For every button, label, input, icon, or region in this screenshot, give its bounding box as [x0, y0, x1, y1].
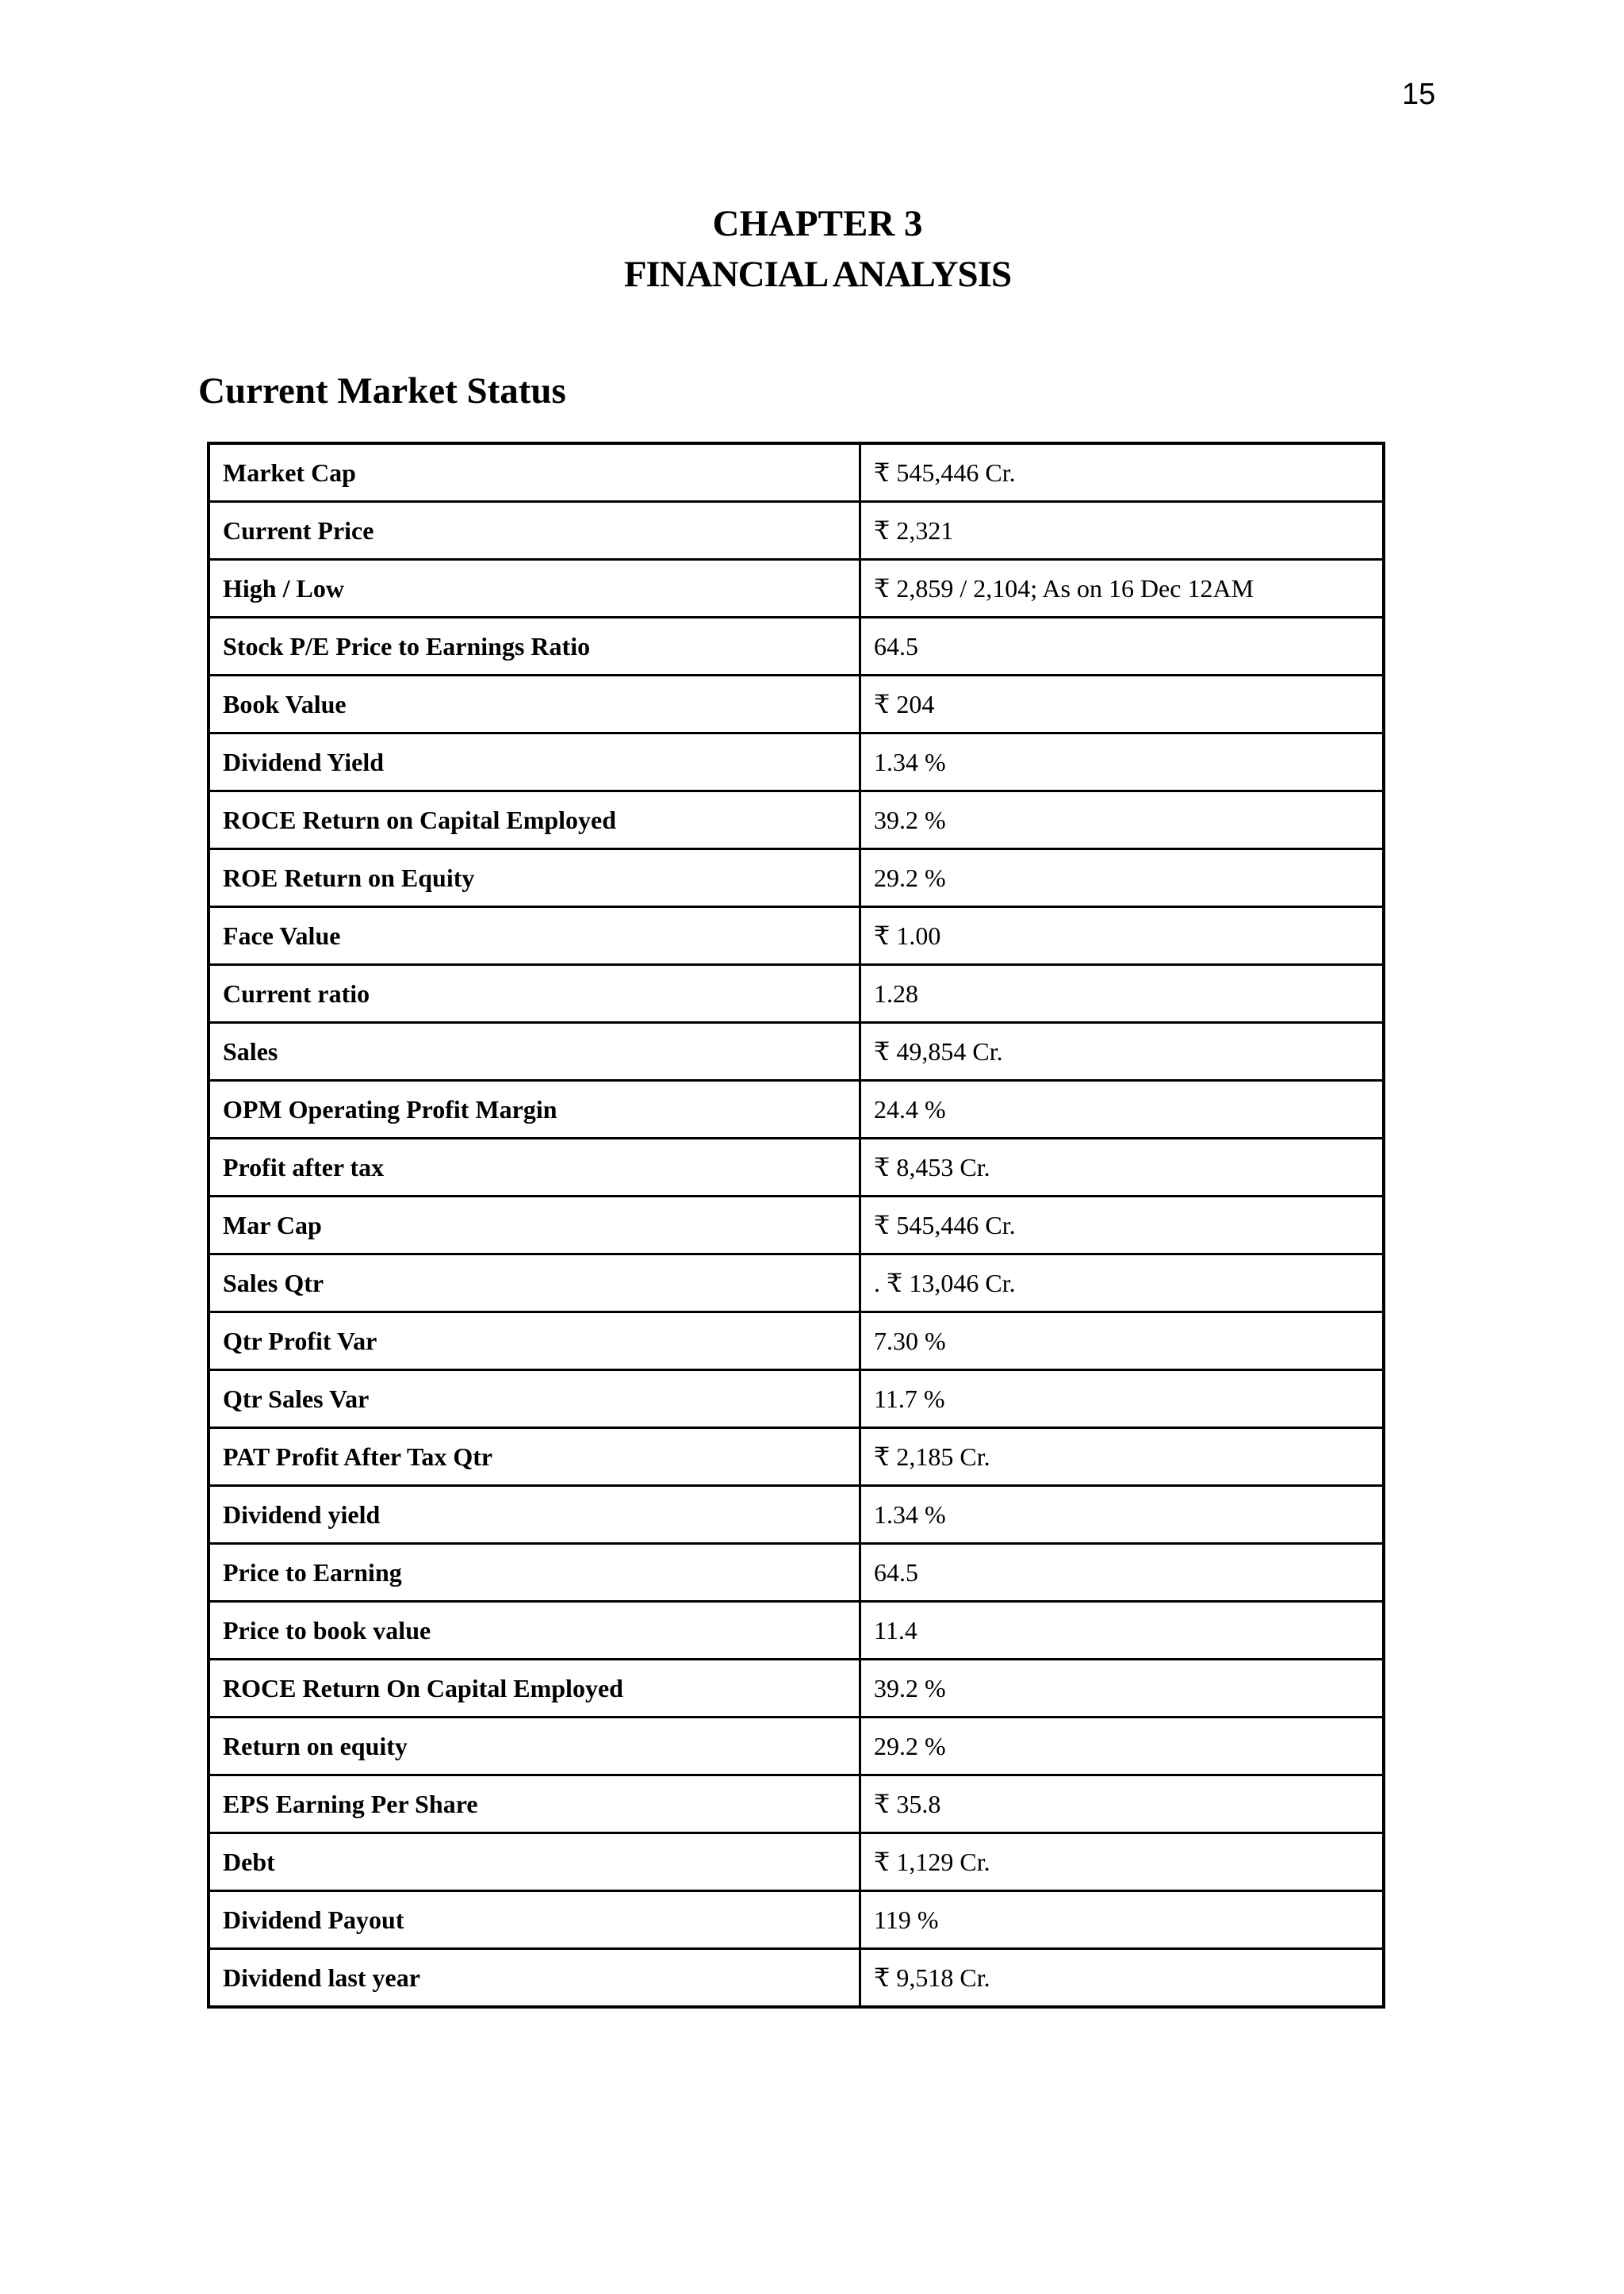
- row-value: ₹ 2,185 Cr.: [860, 1428, 1385, 1486]
- table-row: [209, 1486, 1384, 1544]
- table-row: [209, 965, 1384, 1023]
- row-value: ₹ 1,129 Cr.: [860, 1833, 1385, 1891]
- table-row: [209, 1660, 1384, 1718]
- table-row: [209, 907, 1384, 965]
- row-value: 119 %: [860, 1891, 1385, 1949]
- row-value: 64.5: [860, 618, 1385, 676]
- row-label: Dividend yield: [209, 1486, 860, 1544]
- row-label: PAT Profit After Tax Qtr: [209, 1428, 860, 1486]
- table-row: [209, 733, 1384, 791]
- row-value: ₹ 1.00: [860, 907, 1385, 965]
- table-row: [209, 1602, 1384, 1660]
- row-label: OPM Operating Profit Margin: [209, 1081, 860, 1139]
- table-row: [209, 1775, 1384, 1833]
- row-value: 1.34 %: [860, 733, 1385, 791]
- row-value: 7.30 %: [860, 1312, 1385, 1370]
- row-label: Dividend Payout: [209, 1891, 860, 1949]
- table-row: [209, 1254, 1384, 1312]
- row-value: ₹ 35.8: [860, 1775, 1385, 1833]
- row-value: ₹ 9,518 Cr.: [860, 1949, 1385, 2008]
- row-value: ₹ 8,453 Cr.: [860, 1139, 1385, 1197]
- table-row: [209, 1081, 1384, 1139]
- row-value: . ₹ 13,046 Cr.: [860, 1254, 1385, 1312]
- row-label: Sales Qtr: [209, 1254, 860, 1312]
- row-label: Mar Cap: [209, 1197, 860, 1254]
- row-value: ₹ 2,321: [860, 502, 1385, 560]
- row-value: 39.2 %: [860, 1660, 1385, 1718]
- row-label: Qtr Profit Var: [209, 1312, 860, 1370]
- table-row: [209, 1197, 1384, 1254]
- row-value: ₹ 2,859 / 2,104; As on 16 Dec 12AM: [860, 560, 1385, 618]
- table-row: [209, 1544, 1384, 1602]
- chapter-heading: [0, 198, 1624, 300]
- row-label: Profit after tax: [209, 1139, 860, 1197]
- table-row: [209, 560, 1384, 618]
- page-number: 15: [1402, 78, 1436, 111]
- row-value: 39.2 %: [860, 791, 1385, 849]
- table-row: [209, 443, 1384, 502]
- row-value: 29.2 %: [860, 849, 1385, 907]
- table-row: [209, 1949, 1384, 2008]
- row-label: ROE Return on Equity: [209, 849, 860, 907]
- row-label: Current ratio: [209, 965, 860, 1023]
- row-value: 11.7 %: [860, 1370, 1385, 1428]
- table-row: [209, 1139, 1384, 1197]
- chapter-number: CHAPTER 3: [712, 203, 923, 244]
- market-status-table: [207, 442, 1385, 2009]
- row-value: 29.2 %: [860, 1718, 1385, 1775]
- row-value: 64.5: [860, 1544, 1385, 1602]
- row-value: 1.34 %: [860, 1486, 1385, 1544]
- row-label: Current Price: [209, 502, 860, 560]
- row-label: Debt: [209, 1833, 860, 1891]
- row-value: ₹ 204: [860, 676, 1385, 733]
- row-value: ₹ 545,446 Cr.: [860, 443, 1385, 502]
- table-row: [209, 1891, 1384, 1949]
- table-row: [209, 502, 1384, 560]
- table-row: [209, 849, 1384, 907]
- row-value: ₹ 49,854 Cr.: [860, 1023, 1385, 1081]
- row-label: High / Low: [209, 560, 860, 618]
- chapter-title: FINANCIAL ANALYSIS: [623, 254, 1012, 295]
- row-value: 1.28: [860, 965, 1385, 1023]
- row-label: Price to Earning: [209, 1544, 860, 1602]
- market-status-table-body: [209, 443, 1384, 2007]
- row-label: Return on equity: [209, 1718, 860, 1775]
- table-row: [209, 1428, 1384, 1486]
- row-label: Sales: [209, 1023, 860, 1081]
- row-label: Book Value: [209, 676, 860, 733]
- row-label: Face Value: [209, 907, 860, 965]
- row-value: 24.4 %: [860, 1081, 1385, 1139]
- row-label: ROCE Return on Capital Employed: [209, 791, 860, 849]
- row-label: EPS Earning Per Share: [209, 1775, 860, 1833]
- table-row: [209, 791, 1384, 849]
- row-label: Dividend Yield: [209, 733, 860, 791]
- row-label: Dividend last year: [209, 1949, 860, 2008]
- row-label: Price to book value: [209, 1602, 860, 1660]
- row-value: 11.4: [860, 1602, 1385, 1660]
- row-label: Qtr Sales Var: [209, 1370, 860, 1428]
- table-row: [209, 1833, 1384, 1891]
- table-row: [209, 676, 1384, 733]
- row-label: ROCE Return On Capital Employed: [209, 1660, 860, 1718]
- row-value: ₹ 545,446 Cr.: [860, 1197, 1385, 1254]
- row-label: Market Cap: [209, 443, 860, 502]
- row-label: Stock P/E Price to Earnings Ratio: [209, 618, 860, 676]
- table-row: [209, 1023, 1384, 1081]
- table-row: [209, 1312, 1384, 1370]
- table-row: [209, 1370, 1384, 1428]
- section-title: Current Market Status: [198, 370, 566, 412]
- table-row: [209, 1718, 1384, 1775]
- table-row: [209, 618, 1384, 676]
